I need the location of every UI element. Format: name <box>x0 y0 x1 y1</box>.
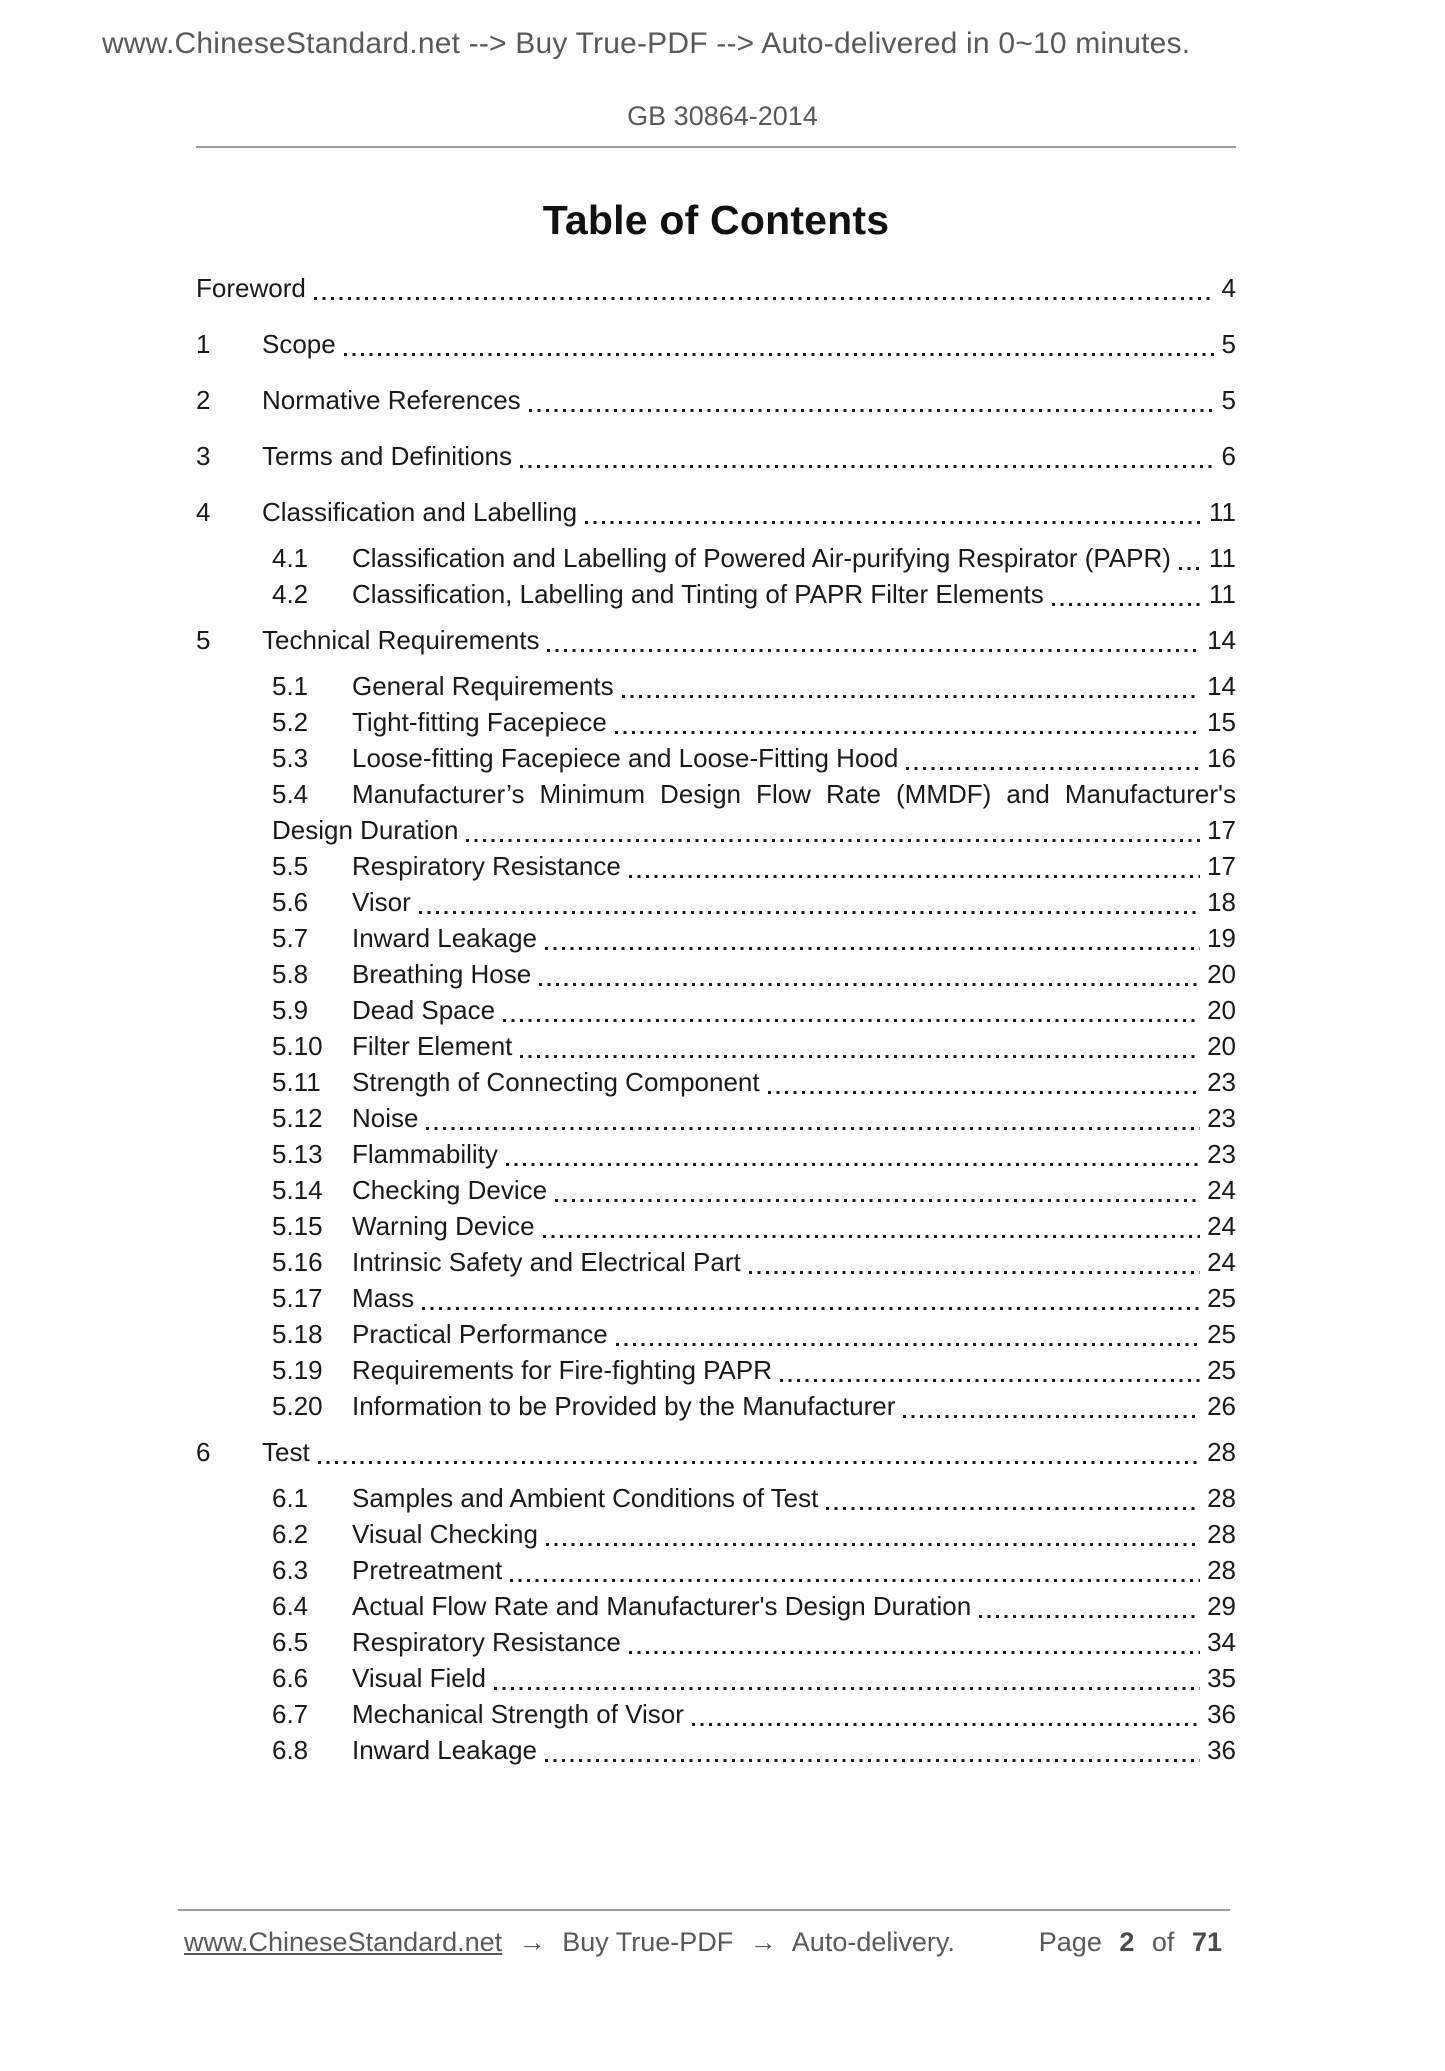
of-label: of <box>1151 1927 1175 1957</box>
toc-entry-title: Checking Device <box>352 1175 548 1205</box>
toc-entry-page: 17 <box>1207 815 1236 845</box>
toc-entry <box>272 1244 1236 1280</box>
toc-entry <box>272 1064 1236 1100</box>
dot-leader <box>419 911 1200 914</box>
toc-entry-title: Mechanical Strength of Visor <box>352 1699 684 1729</box>
toc-entry-title: Strength of Connecting Component <box>352 1067 760 1097</box>
dot-leader <box>616 1343 1200 1346</box>
toc-entry-page: 28 <box>1207 1483 1236 1513</box>
toc-entry-title: Information to be Provided by the Manufacturer <box>352 1391 896 1421</box>
dot-leader <box>585 521 1202 524</box>
current-page-number: 2 <box>1119 1927 1135 1957</box>
toc-entry-page: 24 <box>1207 1211 1236 1241</box>
dot-leader <box>466 839 1200 842</box>
toc-entry <box>272 956 1236 992</box>
toc-entry-title: Requirements for Fire-fighting PAPR <box>352 1355 773 1385</box>
toc-entry <box>272 1696 1236 1732</box>
toc-entry <box>272 1028 1236 1064</box>
toc-entry <box>272 884 1236 920</box>
toc-entry <box>272 1552 1236 1588</box>
doc-number: GB 30864-2014 <box>627 101 818 131</box>
dot-leader <box>1052 603 1202 606</box>
toc-entry-page: 23 <box>1207 1103 1236 1133</box>
dot-leader <box>615 731 1200 734</box>
toc-entry-number: 3 <box>196 441 211 471</box>
toc-entry-page: 25 <box>1207 1319 1236 1349</box>
toc-entry-number: 5.17 <box>272 1283 323 1313</box>
toc-entry <box>272 920 1236 956</box>
toc-entry-title: Respiratory Resistance <box>352 1627 621 1657</box>
toc-entry-number: 4 <box>196 497 211 527</box>
toc-entry-page: 25 <box>1207 1355 1236 1385</box>
arrow-icon: → <box>518 1927 546 1957</box>
toc-entry-page: 11 <box>1209 543 1236 573</box>
toc-entry-page: 18 <box>1207 887 1236 917</box>
toc-entry-number: 6.7 <box>272 1699 309 1729</box>
toc-entry-number: 5.11 <box>272 1067 321 1097</box>
toc-entry-title: Tight-fitting Facepiece <box>352 707 607 737</box>
document-page <box>0 27 1445 2071</box>
dot-leader <box>545 1759 1200 1762</box>
toc-entry-page: 29 <box>1207 1591 1236 1621</box>
toc-entry-page: 28 <box>1207 1519 1236 1549</box>
toc-entry-number: 5.16 <box>272 1247 323 1277</box>
toc-entry-title: Pretreatment <box>352 1555 503 1585</box>
toc-entry-page: 14 <box>1207 671 1236 701</box>
toc-entry-number: 5.2 <box>272 707 309 737</box>
dot-leader <box>906 767 1200 770</box>
toc-entry <box>272 1100 1236 1136</box>
toc-entry-page: 20 <box>1207 959 1236 989</box>
dot-leader <box>903 1415 1200 1418</box>
dot-leader <box>520 1055 1200 1058</box>
header-promo-text: www.ChineseStandard.net --> Buy True-PDF --> Auto-delivered in 0~10 minutes. <box>102 27 1191 60</box>
toc-entry-title: Loose-fitting Facepiece and Loose-Fitting Hood <box>352 743 899 773</box>
dot-leader <box>555 1199 1200 1202</box>
toc-entry-title: Filter Element <box>352 1031 513 1061</box>
toc-entry <box>272 576 1236 612</box>
toc-list <box>196 260 1236 1768</box>
toc-entry-number: 5.19 <box>272 1355 323 1385</box>
dot-leader <box>768 1091 1200 1094</box>
dot-leader <box>539 983 1200 986</box>
toc-entry-title: Practical Performance <box>352 1319 608 1349</box>
toc-entry-number: 6.1 <box>272 1483 309 1513</box>
header-rule <box>196 146 1236 148</box>
toc-entry-page: 26 <box>1207 1391 1236 1421</box>
toc-entry-title: Noise <box>352 1103 419 1133</box>
toc-entry-page: 5 <box>1221 385 1236 415</box>
toc-entry <box>272 848 1236 884</box>
dot-leader <box>520 465 1215 468</box>
dot-leader <box>629 875 1200 878</box>
dot-leader <box>826 1507 1200 1510</box>
toc-entry-number: 5 <box>196 625 211 655</box>
page-title: Table of Contents <box>542 197 890 243</box>
dot-leader <box>422 1307 1200 1310</box>
dot-leader <box>503 1019 1200 1022</box>
toc-entry <box>272 1588 1236 1624</box>
toc-entry <box>196 612 1236 668</box>
dot-leader <box>506 1163 1200 1166</box>
dot-leader <box>543 1235 1201 1238</box>
toc-entry-number: 5.4 <box>272 779 309 809</box>
toc-entry-page: 6 <box>1221 441 1236 471</box>
toc-entry <box>272 1624 1236 1660</box>
toc-entry-number: 5.13 <box>272 1139 323 1169</box>
toc-entry-number: 5.18 <box>272 1319 323 1349</box>
dot-leader <box>318 1461 1200 1464</box>
toc-entry-page: 25 <box>1207 1283 1236 1313</box>
toc-entry-title: Design Duration <box>272 815 459 845</box>
toc-entry-number: 5.5 <box>272 851 309 881</box>
toc-entry-page: 11 <box>1209 497 1236 527</box>
toc-entry <box>272 812 1236 848</box>
toc-entry-page: 19 <box>1207 923 1236 953</box>
dot-leader <box>426 1127 1200 1130</box>
toc-entry-page: 35 <box>1207 1663 1236 1693</box>
dot-leader <box>529 409 1215 412</box>
toc-entry-page: 16 <box>1207 743 1236 773</box>
toc-entry <box>272 1136 1236 1172</box>
toc-entry-number: 6.4 <box>272 1591 309 1621</box>
toc-entry <box>272 704 1236 740</box>
toc-entry-page: 28 <box>1207 1555 1236 1585</box>
page-label: Page <box>1038 1927 1102 1957</box>
dot-leader <box>510 1579 1200 1582</box>
toc-entry-number: 5.10 <box>272 1031 323 1061</box>
toc-entry-number: 6.3 <box>272 1555 309 1585</box>
toc-entry-title: Breathing Hose <box>352 959 532 989</box>
toc-entry <box>196 316 1236 372</box>
toc-entry-page: 24 <box>1207 1247 1236 1277</box>
toc-entry-number: 6.5 <box>272 1627 309 1657</box>
toc-entry-title: Visual Checking <box>352 1519 538 1549</box>
toc-entry-page: 36 <box>1207 1735 1236 1765</box>
toc-entry-page: 4 <box>1221 273 1236 303</box>
toc-entry <box>272 1732 1236 1768</box>
dot-leader <box>344 353 1215 356</box>
toc-entry <box>272 992 1236 1028</box>
total-page-number: 71 <box>1191 1927 1222 1957</box>
dot-leader <box>546 1543 1200 1546</box>
toc-entry-page: 23 <box>1207 1067 1236 1097</box>
toc-entry-title: Visual Field <box>352 1663 486 1693</box>
toc-entry <box>272 776 1236 812</box>
toc-entry-page: 20 <box>1207 995 1236 1025</box>
dot-leader <box>1179 567 1202 570</box>
toc-entry-number: 5.12 <box>272 1103 323 1133</box>
toc-entry-number: 6.8 <box>272 1735 309 1765</box>
toc-entry-page: 17 <box>1207 851 1236 881</box>
toc-entry-title: Warning Device <box>352 1211 535 1241</box>
toc-entry-number: 5.14 <box>272 1175 323 1205</box>
dot-leader <box>979 1615 1200 1618</box>
toc-entry <box>196 484 1236 540</box>
toc-entry <box>272 540 1236 576</box>
page-indicator <box>1029 1927 1222 1958</box>
toc-entry-title: Scope <box>262 329 336 359</box>
dot-leader <box>692 1723 1200 1726</box>
toc-entry-number: 5.8 <box>272 959 309 989</box>
footer-buy-text: Buy True-PDF <box>562 1927 734 1957</box>
toc-entry-number: 5.3 <box>272 743 309 773</box>
toc-entry <box>272 1172 1236 1208</box>
toc-entry <box>196 260 1236 316</box>
toc-entry-title: Manufacturer’s Minimum Design Flow Rate (MMDF) and Manufacturer's <box>352 779 1236 809</box>
toc-entry-title: Samples and Ambient Conditions of Test <box>352 1483 819 1513</box>
toc-entry-title: Actual Flow Rate and Manufacturer's Design Duration <box>352 1591 972 1621</box>
toc-entry-page: 24 <box>1207 1175 1236 1205</box>
toc-entry-title: Intrinsic Safety and Electrical Part <box>352 1247 741 1277</box>
toc-entry-page: 11 <box>1209 579 1236 609</box>
toc-entry-title: Dead Space <box>352 995 496 1025</box>
dot-leader <box>629 1651 1200 1654</box>
toc-entry-title: Technical Requirements <box>262 625 540 655</box>
toc-entry-page: 14 <box>1207 625 1236 655</box>
toc-entry-page: 36 <box>1207 1699 1236 1729</box>
toc-entry-number: 5.9 <box>272 995 309 1025</box>
toc-entry-title: General Requirements <box>352 671 614 701</box>
arrow-icon: → <box>749 1927 777 1957</box>
toc-entry-number: 6.6 <box>272 1663 309 1693</box>
toc-entry-title: Classification and Labelling of Powered Air-purifying Respirator (PAPR) <box>352 543 1171 573</box>
toc-entry-number: 6.2 <box>272 1519 309 1549</box>
dot-leader <box>494 1687 1200 1690</box>
toc-entry-page: 20 <box>1207 1031 1236 1061</box>
toc-entry-title: Mass <box>352 1283 415 1313</box>
toc-entry-number: 5.6 <box>272 887 309 917</box>
toc-entry <box>272 1660 1236 1696</box>
toc-entry <box>272 1516 1236 1552</box>
toc-entry-number: 4.2 <box>272 579 309 609</box>
footer-promo <box>184 1927 964 1958</box>
toc-entry <box>272 1208 1236 1244</box>
footer-delivery-text: Auto-delivery. <box>791 1927 955 1957</box>
toc-entry-number: 2 <box>196 385 211 415</box>
toc-entry <box>272 1352 1236 1388</box>
toc-entry-title: Visor <box>352 887 411 917</box>
toc-entry <box>272 740 1236 776</box>
dot-leader <box>622 695 1201 698</box>
toc-entry <box>272 1280 1236 1316</box>
dot-leader <box>314 297 1215 300</box>
dot-leader <box>749 1271 1200 1274</box>
toc-entry-title: Inward Leakage <box>352 923 538 953</box>
toc-entry-page: 5 <box>1221 329 1236 359</box>
toc-entry-number: 5.15 <box>272 1211 323 1241</box>
toc-entry-title: Test <box>262 1437 310 1467</box>
toc-entry-page: 28 <box>1207 1437 1236 1467</box>
toc-entry-title: Flammability <box>352 1139 498 1169</box>
toc-entry-number: 5.20 <box>272 1391 323 1421</box>
toc-entry-page: 34 <box>1207 1627 1236 1657</box>
toc-entry-page: 23 <box>1207 1139 1236 1169</box>
footer-rule <box>178 1909 1230 1911</box>
toc-entry <box>272 1480 1236 1516</box>
toc-entry-title: Inward Leakage <box>352 1735 538 1765</box>
page-body <box>196 146 1236 1768</box>
toc-entry-title: Foreword <box>196 273 306 303</box>
toc-entry-number: 4.1 <box>272 543 309 573</box>
toc-entry <box>196 1424 1236 1480</box>
toc-entry-title: Respiratory Resistance <box>352 851 621 881</box>
toc-entry <box>196 372 1236 428</box>
toc-entry <box>272 1388 1236 1424</box>
toc-entry-title: Normative References <box>262 385 521 415</box>
dot-leader <box>547 649 1200 652</box>
toc-entry-number: 1 <box>196 329 211 359</box>
toc-entry-number: 5.7 <box>272 923 309 953</box>
toc-entry <box>196 428 1236 484</box>
toc-entry-page: 15 <box>1207 707 1236 737</box>
footer-site-link[interactable]: www.ChineseStandard.net <box>184 1927 503 1957</box>
page-footer <box>178 1909 1230 1958</box>
dot-leader <box>780 1379 1200 1382</box>
toc-entry <box>272 1316 1236 1352</box>
toc-entry <box>272 668 1236 704</box>
toc-entry-title: Classification, Labelling and Tinting of PAPR Filter Elements <box>352 579 1044 609</box>
dot-leader <box>545 947 1200 950</box>
toc-entry-number: 6 <box>196 1437 211 1467</box>
toc-entry-title: Classification and Labelling <box>262 497 578 527</box>
toc-entry-title: Terms and Definitions <box>262 441 512 471</box>
toc-entry-number: 5.1 <box>272 671 309 701</box>
